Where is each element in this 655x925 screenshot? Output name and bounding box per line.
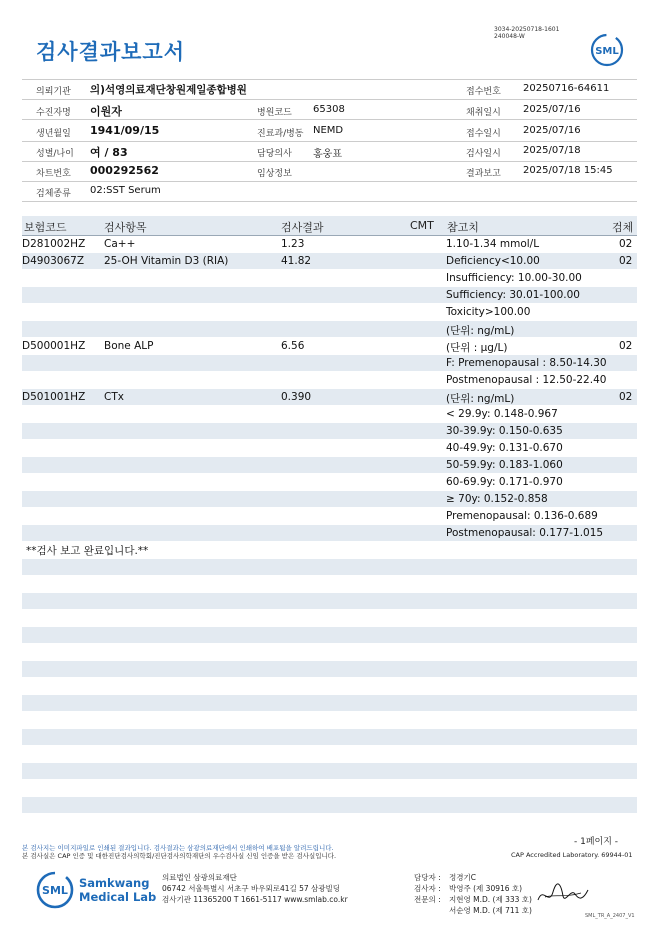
cell-reference: ≥ 70y: 0.152-0.858	[446, 493, 548, 505]
cell-specimen: 02	[619, 340, 633, 352]
value-birthdate: 1941/09/15	[90, 124, 160, 137]
cell-reference: (단위: ng/mL)	[446, 393, 515, 405]
org-name: 의료법인 삼광의료재단	[162, 873, 237, 882]
sml-logo-icon	[35, 870, 75, 910]
label-doctor: 담당의사	[257, 149, 292, 159]
label-patient-name: 수진자명	[36, 108, 71, 118]
form-code: SML_TR_A_2407_V1	[585, 913, 635, 919]
value-received-date: 2025/07/16	[523, 125, 581, 136]
label-test-date: 검사일시	[466, 149, 501, 159]
doc-code-2: 240048-W	[494, 33, 525, 40]
page-number: - 1페이지 -	[574, 837, 619, 847]
row-stripe	[22, 559, 637, 575]
value-accession-number: 20250716-64611	[523, 83, 610, 94]
divider	[22, 201, 637, 202]
cell-reference: Premenopausal: 0.136-0.689	[446, 510, 598, 522]
org-contact: 검사기관 11365200 T 1661-5117 www.smlab.co.kr	[162, 895, 348, 904]
cell-reference: Toxicity>100.00	[446, 306, 531, 318]
cell-specimen: 02	[619, 255, 633, 267]
label-specimen-type: 검체종류	[36, 189, 71, 199]
value-specimen-type: 02:SST Serum	[90, 185, 161, 196]
lab-name-line2: Medical Lab	[79, 890, 157, 904]
cell-reference: Deficiency<10.00	[446, 255, 540, 267]
staff-specialist-2: 서순영 M.D. (제 711 호)	[449, 906, 532, 915]
value-hospital-code: 65308	[313, 104, 345, 115]
label-accession-number: 접수번호	[466, 87, 501, 97]
logo-top-text: SML	[595, 46, 619, 57]
cell-reference: F: Premenopausal : 8.50-14.30	[446, 357, 607, 369]
footer-note-print: 본 검사지는 이미지파일로 인쇄된 결과입니다. 검사결과는 삼광의료재단에서 인쇄하여 배포됨을 알려드립니다.	[22, 844, 334, 852]
staff-label-manager: 담당자 :	[414, 873, 441, 882]
row-stripe	[22, 695, 637, 711]
divider	[22, 181, 637, 182]
cell-item: CTx	[104, 391, 124, 403]
cell-result: 41.82	[281, 255, 312, 267]
divider	[22, 161, 637, 162]
row-stripe	[22, 729, 637, 745]
label-collection-date: 채취일시	[466, 108, 501, 118]
value-requester: 의)석영의료재단창원제일종합병원	[90, 84, 247, 96]
staff-tester: 박영주 (제 30916 호)	[449, 884, 523, 893]
logo-bottom-text: SML	[42, 884, 68, 897]
cell-reference: 50-59.9y: 0.183-1.060	[446, 459, 563, 471]
cell-result: 6.56	[281, 340, 305, 352]
cell-code: D4903067Z	[22, 255, 85, 267]
cell-item: 25-OH Vitamin D3 (RIA)	[104, 255, 229, 267]
cell-reference: 40-49.9y: 0.131-0.670	[446, 442, 563, 454]
cell-code: D281002HZ	[22, 238, 86, 250]
lab-name-line1: Samkwang	[79, 876, 150, 890]
label-birthdate: 생년월일	[36, 129, 71, 139]
divider	[22, 141, 637, 142]
col-header-reference: 참고치	[447, 221, 479, 234]
footer-note-cap: 본 검사실은 CAP 인증 및 대한진단검사의학회/진단검사의학재단의 우수검사실 신임 인증을 받은 검사실입니다.	[22, 852, 337, 860]
cell-code: D500001HZ	[22, 340, 86, 352]
cell-reference: 60-69.9y: 0.171-0.970	[446, 476, 563, 488]
row-stripe	[22, 593, 637, 609]
cell-item: Ca++	[104, 238, 136, 250]
cell-specimen: 02	[619, 391, 633, 403]
staff-manager: 정경기C	[449, 873, 476, 882]
label-department: 진료과/병동	[257, 129, 304, 139]
divider	[22, 119, 637, 120]
value-doctor: 홍웅표	[313, 149, 342, 160]
col-header-specimen: 검체	[612, 221, 634, 234]
label-received-date: 접수일시	[466, 129, 501, 139]
label-report-date: 결과보고	[466, 169, 501, 179]
cell-reference: (단위 : µg/L)	[446, 342, 508, 354]
cell-reference: < 29.9y: 0.148-0.967	[446, 408, 558, 420]
cell-specimen: 02	[619, 238, 633, 250]
cell-item: Bone ALP	[104, 340, 154, 352]
row-stripe	[22, 797, 637, 813]
completion-note: **검사 보고 완료입니다.**	[26, 545, 149, 557]
row-stripe	[22, 627, 637, 643]
value-report-date: 2025/07/18 15:45	[523, 165, 613, 176]
value-department: NEMD	[313, 125, 344, 136]
label-hospital-code: 병원코드	[257, 108, 292, 118]
value-test-date: 2025/07/18	[523, 145, 581, 156]
cell-reference: Sufficiency: 30.01-100.00	[446, 289, 580, 301]
cell-code: D501001HZ	[22, 391, 86, 403]
row-stripe	[22, 321, 637, 337]
cell-reference: 1.10-1.34 mmol/L	[446, 238, 540, 250]
value-patient-name: 이원자	[90, 105, 122, 118]
cell-result: 1.23	[281, 238, 305, 250]
value-collection-date: 2025/07/16	[523, 104, 581, 115]
col-header-cmt: CMT	[410, 219, 434, 232]
label-chart-number: 차트번호	[36, 169, 71, 179]
cap-accreditation: CAP Accredited Laboratory. 69944-01	[511, 851, 633, 859]
sml-logo-icon	[590, 33, 624, 67]
label-sex-age: 성별/나이	[36, 149, 74, 159]
label-clinical-info: 임상정보	[257, 169, 292, 179]
col-header-result: 검사결과	[281, 221, 324, 234]
cell-reference: Postmenopausal: 0.177-1.015	[446, 527, 604, 539]
staff-specialist-1: 지현영 M.D. (제 333 호)	[449, 895, 532, 904]
divider	[22, 235, 637, 236]
org-address: 06742 서울특별시 서초구 바우뫼로41길 57 삼광빌딩	[162, 884, 341, 893]
cell-reference: Postmenopausal : 12.50-22.40	[446, 374, 607, 386]
value-sex-age: 여 / 83	[90, 146, 128, 159]
staff-label-tester: 검사자 :	[414, 884, 441, 893]
staff-label-specialist: 전문의 :	[414, 895, 441, 904]
col-header-code: 보험코드	[24, 221, 67, 234]
cell-reference: 30-39.9y: 0.150-0.635	[446, 425, 563, 437]
value-chart-number: 000292562	[90, 164, 159, 177]
cell-reference: Insufficiency: 10.00-30.00	[446, 272, 582, 284]
label-requester: 의뢰기관	[36, 87, 71, 97]
row-stripe	[22, 661, 637, 677]
doc-code-1: 3034-20250718-1601	[494, 26, 560, 33]
divider	[22, 99, 637, 100]
divider	[22, 79, 637, 80]
cell-result: 0.390	[281, 391, 312, 403]
col-header-item: 검사항목	[104, 221, 147, 234]
page-title: 검사결과보고서	[36, 40, 186, 64]
row-stripe	[22, 763, 637, 779]
signature-icon	[535, 880, 591, 908]
cell-reference: (단위: ng/mL)	[446, 325, 515, 337]
